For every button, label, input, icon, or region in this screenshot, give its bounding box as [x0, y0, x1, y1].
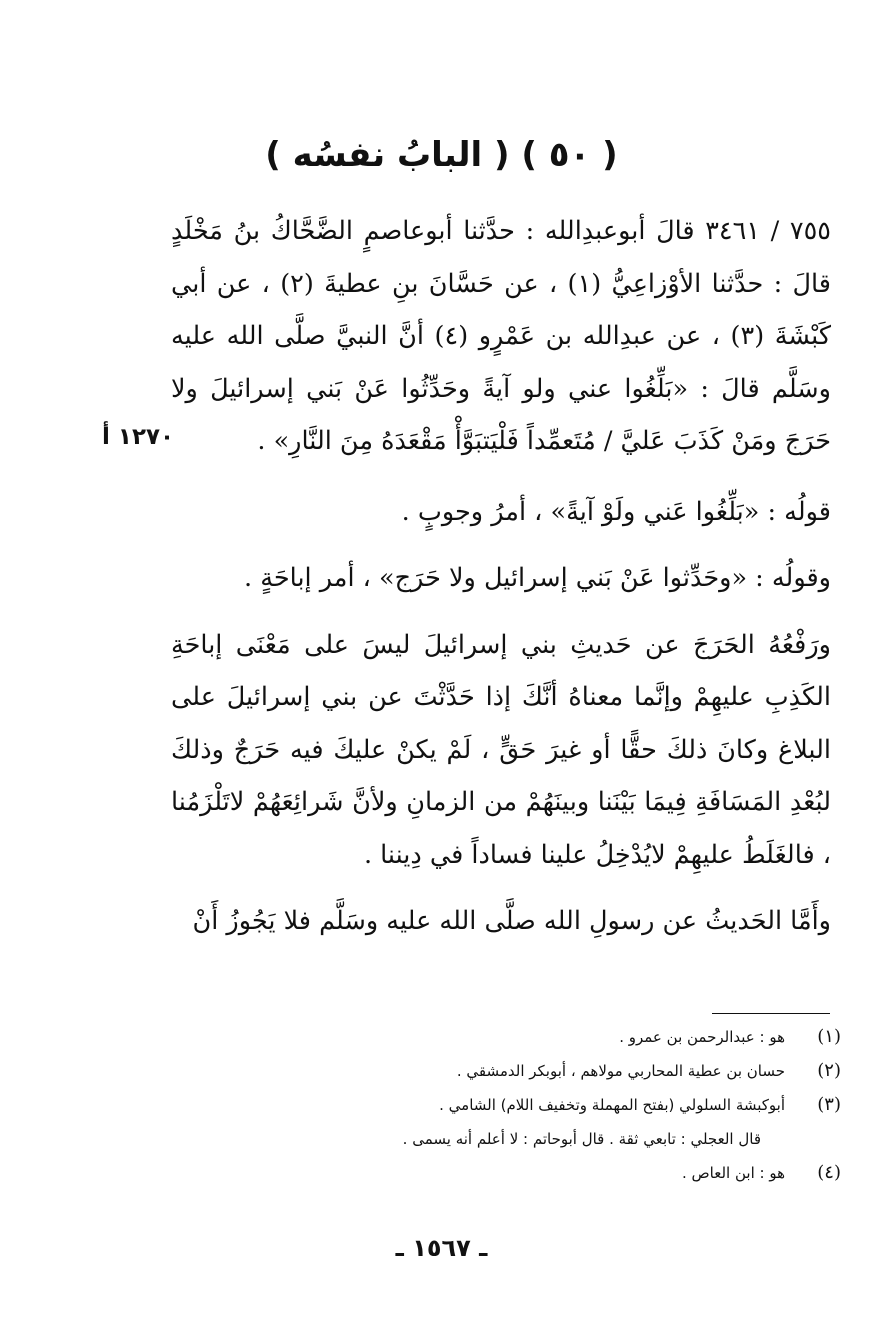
paragraph-gap — [171, 468, 831, 486]
footnote-divider — [712, 1013, 830, 1014]
footnote-text: حسان بن عطية المحاربي مولاهم ، أبوبكر الدمشقي . — [456, 1062, 785, 1080]
footnote-number: (١) — [817, 1026, 841, 1047]
footnote-item — [221, 1088, 841, 1122]
footnote-number: (٤) — [817, 1162, 841, 1183]
footnote-text: هو : عبدالرحمن بن عمرو . — [619, 1028, 785, 1046]
commentary-paragraph-3: ورَفْعُهُ الحَرَجَ عن حَديثِ بني إسرائيلَ ليسَ على مَعْنَى إباحَةِ الكَذِبِ عليهِمْ وإنَّما معناهُ أنَّكَ إذا حَدَّثْتَ عن بني إسرائيلَ على البلاغ وكانَ ذلكَ حقًّا أو غيرَ حَقٍّ ، لَمْ يكنْ عليكَ فيه حَرَجٌ وذلكَ لبُعْدِ المَسَافَةِ فِيمَا بَيْنَنا وبينَهُمْ من الزمانِ ولأنَّ شَرائِعَهُمْ لاتَلْزَمُنا ، فالغَلَطُ عليهِمْ لايُدْخِلُ علينا فساداً في دِيننا . — [171, 629, 831, 870]
footnote-text: أبوكبشة السلولي (بفتح المهملة وتخفيف اللام) الشامي . — [439, 1096, 785, 1114]
footnotes — [221, 1020, 841, 1190]
footnote-continuation — [221, 1122, 841, 1156]
paragraph-gap — [171, 538, 831, 552]
footnote-text: قال العجلي : تابعي ثقة . قال أبوحاتم : لا أعلم أنه يسمى . — [402, 1130, 761, 1148]
main-text — [171, 205, 831, 948]
hadith-paragraph: ٧٥٥ / ٣٤٦١ قالَ أبوعبدِالله : حدَّثنا أبوعاصمٍ الضَّحَّاكُ بنُ مَخْلَدٍ قالَ : حدَّثنا الأوْزاعِيُّ (١) ، عن حَسَّانَ بنِ عطيةَ (٢) ، عن أبي كَبْشَةَ (٣) ، عن عبدِالله بن عَمْرٍو (٤) أنَّ النبيَّ صلَّى الله عليه وسَلَّم قالَ : «بَلِّغُوا عني ولو آيةً وحَدِّثُوا عَنْ بَني إسرائيلَ ولا حَرَجَ ومَنْ كَذَبَ عَليَّ / مُتَعمِّداً فَلْيَتبَوَّأْ مَقْعَدَهُ مِنَ النَّارِ» . — [171, 216, 831, 456]
footnote-item — [221, 1020, 841, 1054]
commentary-paragraph-1: قولُه : «بَلِّغُوا عَني ولَوْ آيةً» ، أمرُ وجوبٍ . — [401, 496, 831, 527]
footnote-text: هو : ابن العاص . — [682, 1164, 785, 1182]
footnote-number: (٢) — [817, 1060, 841, 1081]
paragraph-gap — [171, 881, 831, 895]
footnote-item — [221, 1156, 841, 1190]
paragraph-gap — [171, 605, 831, 619]
commentary-paragraph-4: وأَمَّا الحَديثُ عن رسولِ الله صلَّى الله عليه وسَلَّم فلا يَجُوزُ أَنْ — [192, 906, 831, 936]
manuscript-folio-reference: ١٢٧٠ أ — [102, 424, 175, 450]
page-number: ـ ١٥٦٧ ـ — [395, 1234, 488, 1262]
chapter-title: ( ٥٠ ) ( البابُ نفسُه ) — [265, 135, 618, 175]
footnote-item — [221, 1054, 841, 1088]
footnote-number: (٣) — [817, 1094, 841, 1115]
commentary-paragraph-2: وقولُه : «وحَدِّثوا عَنْ بَني إسرائيل ولا حَرَج» ، أمر إباحَةٍ . — [244, 563, 831, 593]
